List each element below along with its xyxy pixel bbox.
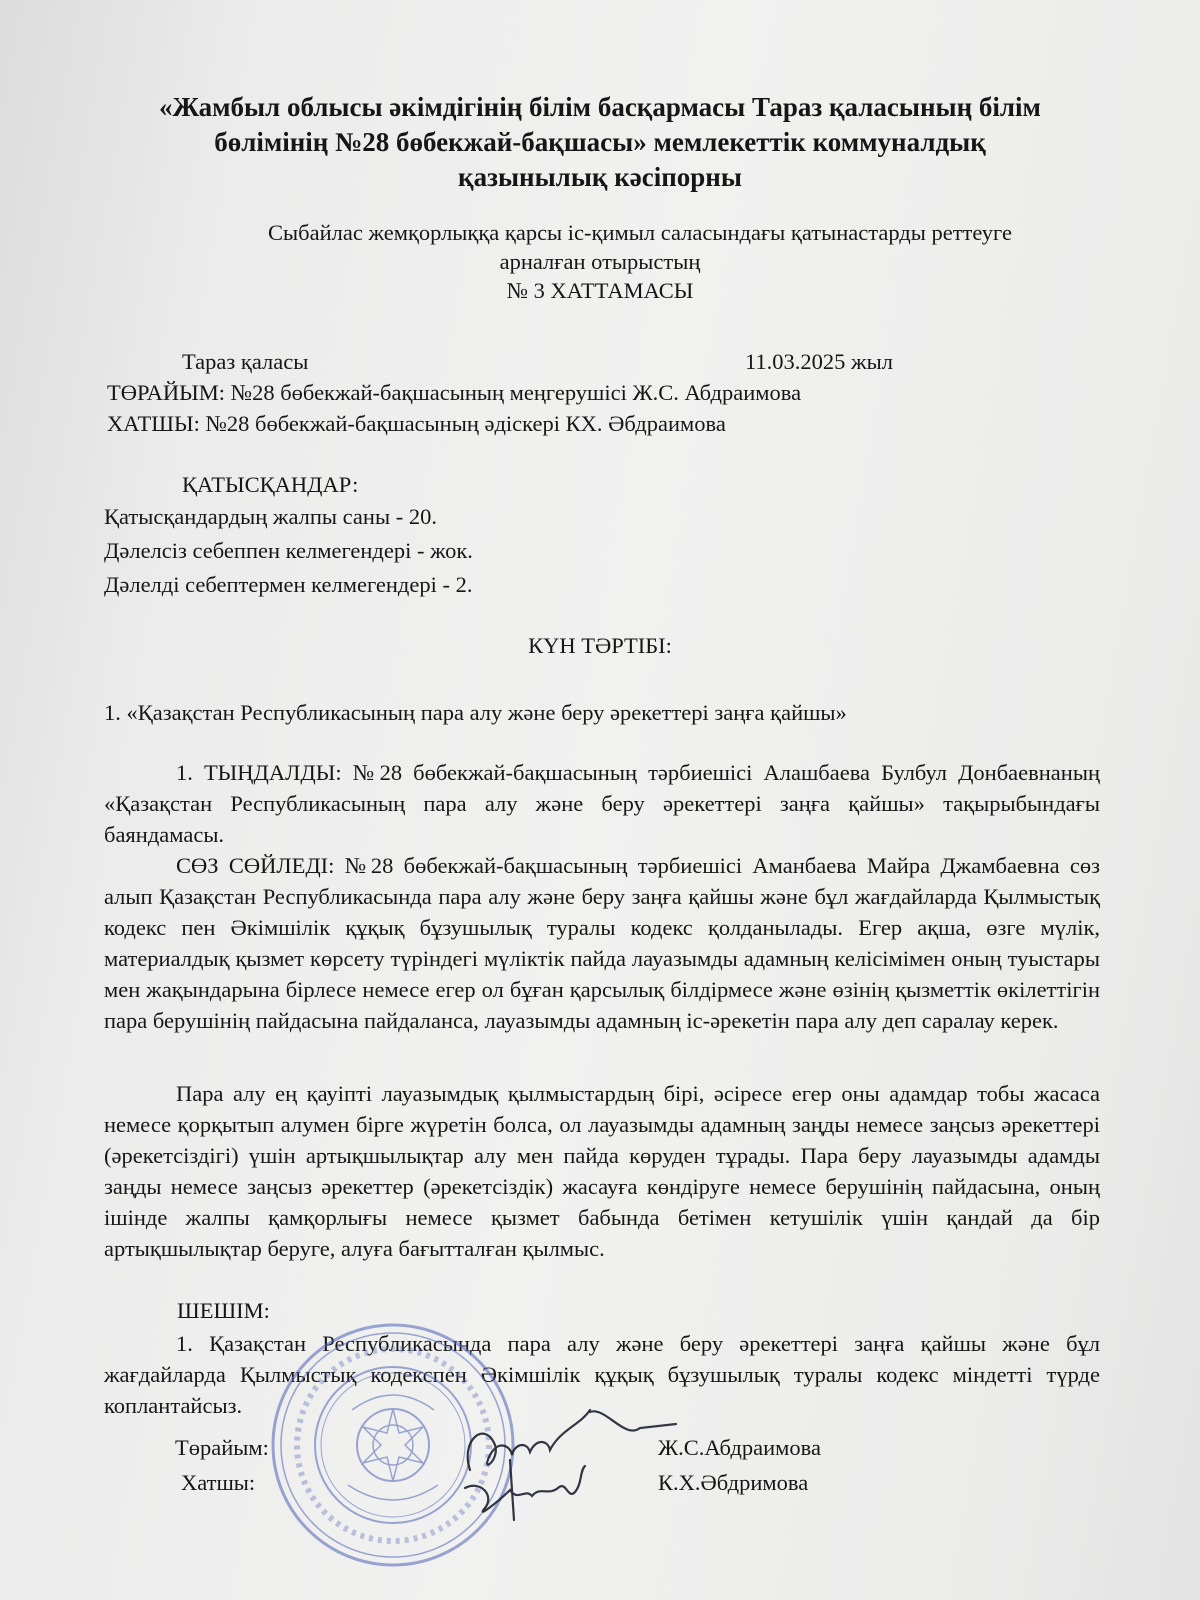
document-subtitle [100,218,1100,305]
chair-line: ТӨРАЙЫМ: №28 бөбекжай-бақшасының меңгерушісі Ж.С. Абдраимова [107,380,802,405]
body-paragraph [104,1078,1100,1264]
attendance-excused: Дәлелді себептермен келмегендері - 2. [104,572,473,597]
title-line: қазынылық кәсіпорны [458,162,742,192]
listened-paragraph [104,757,1100,850]
spoke-text: СӨЗ СӨЙЛЕДІ: №28 бөбекжай-бақшасының тәрбиешісі Аманбаева Майра Джамбаевна сөз алып Қазақстан Республикасында пара алу және беру заңға қайшы және бұл жағдайларда Қылмыстық кодекс пен Әкімшілік құқық бұзушылық туралы кодекс қолданылады. Егер ақша, өзге мүлік, материалдық қызмет көрсету түріндегі мүліктік пайда лауазымды адамның келісімімен оның туыстары мен жақындарына бірлесе немесе егер ол бұған қарсылық білдірмесе және өзінің қызметтік өкілеттігін пара берушінің пайдасына пайдаланса, лауазымды адамның іс-әрекетін пара алу деп саралау керек. [104,853,1100,1033]
body-text: Пара алу ең қауіпті лауазымдық қылмыстардың бірі, әсіресе егер оны адамдар тобы жасаса немесе қорқытып алумен бірге жүретін болса, ол лауазымды адамның заңды немесе заңсыз әрекеттері (әрекетсіздігі) үшін артықшылықтар алу мен пайда көруден тұрады. Пара беру лауазымды адамды заңды немесе заңсыз әрекеттер (әрекетсіздік) жасауға көндіруге немесе берушінің пайдасына, оның ішінде жалпы қамқорлығы немесе қызмет бабында бетімен кетушілік үшін қандай да бір артықшылықтар беруге, алуға бағытталған қылмыс. [104,1081,1100,1261]
secretary-line: ХАТШЫ: №28 бөбекжай-бақшасының әдіскері КХ. Әбдраимова [107,411,726,436]
secretary-signature-name: К.Х.Әбдримова [658,1470,809,1495]
signature-icon [440,1400,680,1540]
secretary-signature-label: Хатшы: [181,1470,256,1495]
city: Тараз қаласы [182,349,309,374]
protocol-number: № 3 ХАТТАМАСЫ [506,278,694,303]
attendance-unexcused: Дәлелсіз себеппен келмегендері - жок. [104,538,473,563]
listened-text: 1. ТЫҢДАЛДЫ: №28 бөбекжай-бақшасының тәрбиешісі Алашбаева Булбул Донбаевнаның «Қазақстан Республикасының пара алу және беру әрекеттері заңға қайшы» тақырыбындағы баяндамасы. [104,760,1100,847]
attendance-total: Қатысқандардың жалпы саны - 20. [104,504,437,529]
agenda-heading: КҮН ТӘРТІБІ: [528,633,672,658]
subtitle-line: арналған отырыстың [499,249,701,274]
attendance-heading: ҚАТЫСҚАНДАР: [182,472,359,497]
decision-heading: ШЕШІМ: [177,1298,270,1323]
chair-signature-name: Ж.С.Абдраимова [658,1435,821,1460]
document-title [100,90,1100,195]
decision-text: 1. Қазақстан Республикасында пара алу және беру әрекеттері заңға қайшы және бұл жағдайларда Қылмыстық кодекспен Әкімшілік құқық бұзушылық туралы кодекс міндетті түрде коплантайсыз. [104,1331,1100,1418]
chair-signature-label: Төрайым: [175,1435,269,1460]
spoke-paragraph [104,850,1100,1036]
title-line: бөлімінің №28 бөбекжай-бақшасы» мемлекеттік коммуналдық [214,127,986,157]
subtitle-line: Сыбайлас жемқорлыққа қарсы іс-қимыл саласындағы қатынастарды реттеуге [268,220,1012,245]
title-line: «Жамбыл облысы әкімдігінің білім басқармасы Тараз қаласының білім [159,92,1041,122]
date: 11.03.2025 жыл [745,349,893,374]
agenda-item: 1. «Қазақстан Республикасының пара алу және беру әрекеттері заңға қайшы» [104,700,847,725]
